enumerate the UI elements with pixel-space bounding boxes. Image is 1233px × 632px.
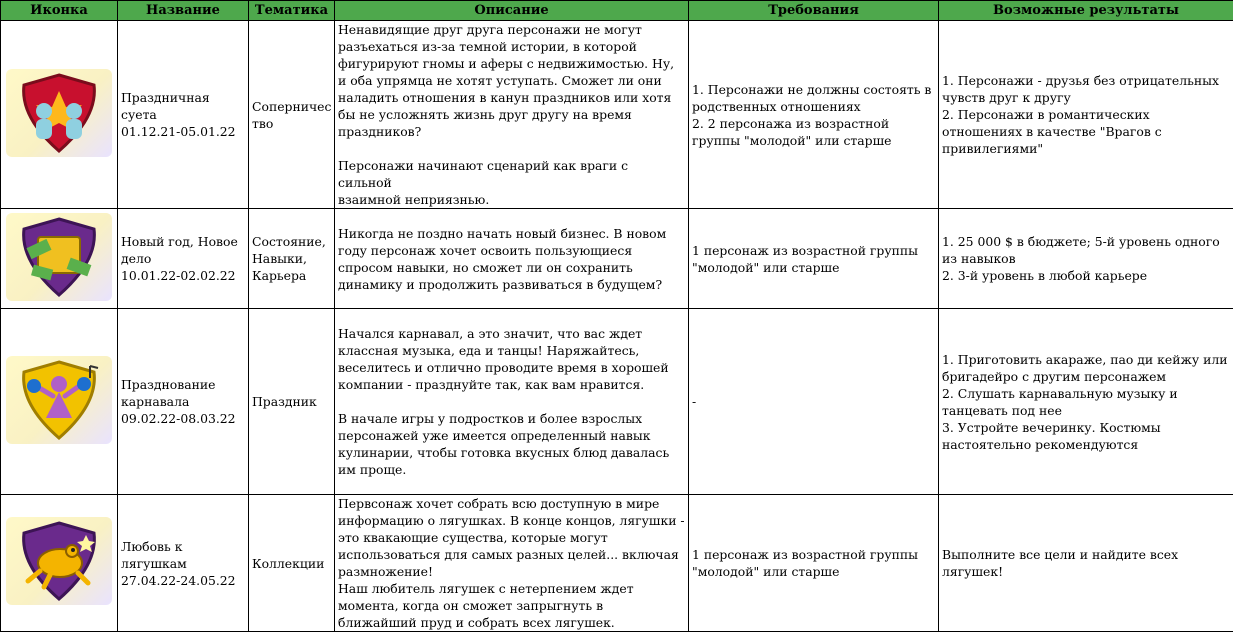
scenario-name: Новый год, Новое дело 10.01.22-02.02.22: [118, 209, 249, 309]
scenario-theme: Соперничес тво: [249, 21, 335, 209]
scenario-theme: Праздник: [249, 309, 335, 495]
header-icon: Иконка: [1, 1, 118, 21]
scenario-requirements: 1. Персонажи не должны состоять в родственных отношениях 2. 2 персонажа из возрастной группы "молодой" или старше: [689, 21, 939, 209]
scenario-description: Никогда не поздно начать новый бизнес. В новом году персонаж хочет освоить пользующиеся спросом навыки, но сможет ли он сохранить динамику и продолжить развиваться в будущем?: [335, 209, 689, 309]
scenario-dates: 10.01.22-02.02.22: [121, 267, 245, 284]
scenario-description: Начался карнавал, а это значит, что вас ждет классная музыка, еда и танцы! Наряжайтесь, веселитесь и отлично проводите время в хорошей компании - празднуйте так, как вам нравится. В начале игры у подростков и более взрослых персонажей уже имеется определенный навык кулинарии, чтобы готовка вкусных блюд давалась им проще.: [335, 309, 689, 495]
header-name: Название: [118, 1, 249, 21]
scenario-dates: 01.12.21-05.01.22: [121, 123, 245, 140]
icon-cell: [1, 21, 118, 209]
scenario-requirements: 1 персонаж из возрастной группы "молодой" или старше: [689, 495, 939, 632]
table-row: [1, 309, 1233, 495]
table-row: [1, 209, 1233, 309]
header-requirements: Требования: [689, 1, 939, 21]
scenario-dates: 27.04.22-24.05.22: [121, 572, 245, 589]
scenario-name: Праздничная суета 01.12.21-05.01.22: [118, 21, 249, 209]
business-money-badge-icon: [6, 213, 112, 301]
header-description: Описание: [335, 1, 689, 21]
scenario-name: Празднование карнавала 09.02.22-08.03.22: [118, 309, 249, 495]
scenario-results: 1. Персонажи - друзья без отрицательных чувств друг к другу 2. Персонажи в романтических отношениях в качестве "Врагов с привилегиями": [939, 21, 1233, 209]
scenario-description: Первсонаж хочет собрать всю доступную в мире информацию о лягушках. В конце концов, лягушки - это квакающие существа, которые могут использоваться для самых разных целей... включая размножение! Наш любитель лягушек с нетерпением ждет момента, когда он сможет запрыгнуть в ближайший пруд и собрать всех лягушек.: [335, 495, 689, 632]
scenario-name: Любовь к лягушкам 27.04.22-24.05.22: [118, 495, 249, 632]
icon-cell: [1, 309, 118, 495]
header-theme: Тематика: [249, 1, 335, 21]
icon-cell: [1, 209, 118, 309]
golden-frog-badge-icon: [6, 517, 112, 605]
icon-cell: [1, 495, 118, 632]
rivalry-badge-icon: [6, 69, 112, 157]
header-results: Возможные результаты: [939, 1, 1233, 21]
scenario-results: 1. 25 000 $ в бюджете; 5-й уровень одного из навыков 2. 3-й уровень в любой карьере: [939, 209, 1233, 309]
scenario-requirements: 1 персонаж из возрастной группы "молодой" или старше: [689, 209, 939, 309]
table-row: [1, 495, 1233, 632]
scenario-theme: Состояние, Навыки, Карьера: [249, 209, 335, 309]
scenario-results: 1. Приготовить акараже, пао ди кейжу или бригадейро с другим персонажем 2. Слушать карнавальную музыку и танцевать под нее 3. Устройте вечеринку. Костюмы настоятельно рекомендуются: [939, 309, 1233, 495]
scenario-description: Ненавидящие друг друга персонажи не могут разъехаться из-за темной истории, в которой фигурируют гномы и аферы с недвижимостью. Ну, и оба упрямца не хотят уступать. Сможет ли они наладить отношения в канун праздников или хотя бы не усложнять жизнь друг другу на время праздников? Персонажи начинают сценарий как враги с сильной взаимной неприязнью.: [335, 21, 689, 209]
scenario-requirements: -: [689, 309, 939, 495]
scenario-results: Выполните все цели и найдите всех лягушек!: [939, 495, 1233, 632]
table-row: [1, 21, 1233, 209]
carnival-dancer-badge-icon: [6, 356, 112, 444]
header-row: [1, 1, 1233, 21]
scenario-theme: Коллекции: [249, 495, 335, 632]
scenario-dates: 09.02.22-08.03.22: [121, 410, 245, 427]
